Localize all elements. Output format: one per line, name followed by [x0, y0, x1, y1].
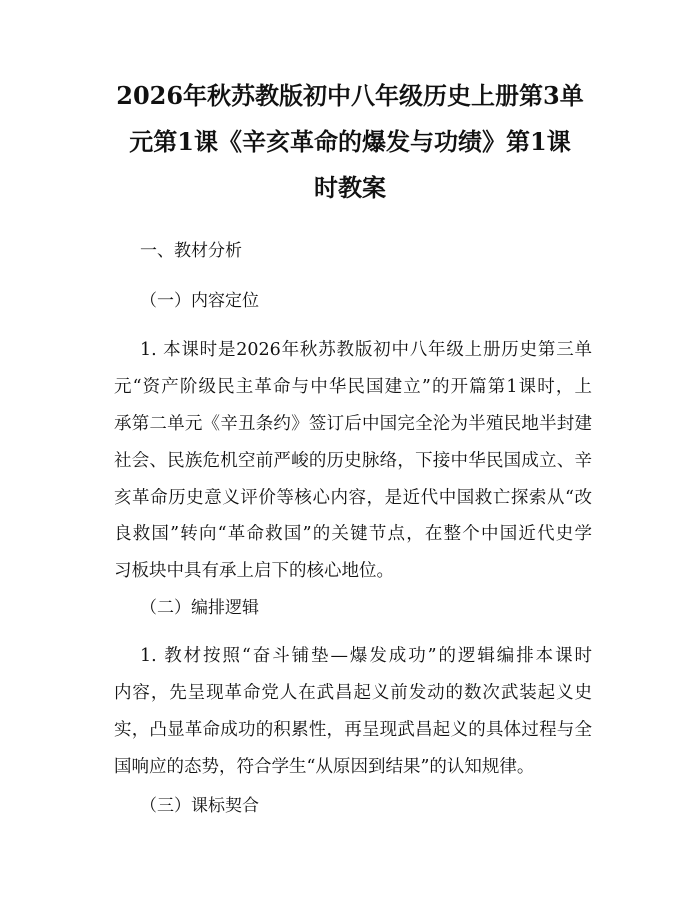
document-title-line-2: 元第1课《辛亥革命的爆发与功绩》第1课 — [129, 127, 571, 156]
subsection-heading-content-positioning: （一）内容定位 — [140, 291, 259, 311]
paragraph-1-line: 1. 本课时是2026年秋苏教版初中八年级上册历史第三单 — [140, 340, 592, 360]
subsection-heading-curriculum-standard-alignment: （三）课标契合 — [140, 796, 259, 816]
paragraph-1-line: 习板块中具有承上启下的核心地位。 — [114, 561, 394, 581]
paragraph-1-line: 元“资产阶级民主革命与中华民国建立”的开篇第1课时，上 — [114, 377, 592, 397]
paragraph-2-line: 实，凸显革命成功的积累性，再呈现武昌起义的具体过程与全 — [114, 720, 592, 740]
document-title-line-3: 时教案 — [314, 173, 386, 202]
paragraph-2-line: 内容，先呈现革命党人在武昌起义前发动的数次武装起义史 — [114, 683, 592, 703]
paragraph-1-line: 亥革命历史意义评价等核心内容，是近代中国救亡探索从“改 — [114, 488, 592, 508]
section-heading-teaching-material-analysis: 一、教材分析 — [140, 241, 242, 261]
paragraph-2-line: 国响应的态势，符合学生“从原因到结果”的认知规律。 — [114, 757, 535, 777]
paragraph-1-line: 承第二单元《辛丑条约》签订后中国完全沦为半殖民地半封建 — [114, 414, 592, 434]
paragraph-1-line: 良救国”转向“革命救国”的关键节点，在整个中国近代史学 — [114, 524, 592, 544]
paragraph-2-line: 1. 教材按照“奋斗铺垫—爆发成功”的逻辑编排本课时 — [140, 646, 592, 666]
subsection-heading-arrangement-logic: （二）编排逻辑 — [140, 598, 259, 618]
document-title-line-1: 2026年秋苏教版初中八年级历史上册第3单 — [116, 81, 584, 110]
paragraph-1-line: 社会、民族危机空前严峻的历史脉络，下接中华民国成立、辛 — [114, 451, 592, 471]
